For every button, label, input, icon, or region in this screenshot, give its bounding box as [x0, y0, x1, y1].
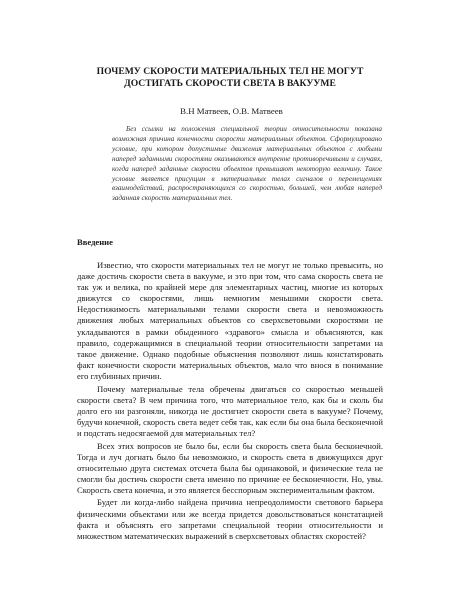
- abstract: Без ссылки на положения специальной теории относительности показана возможная причина конечности скорости материальных объектов. Сформулировано условие, при котором допустимые движения материальных объектов с любыми наперед заданными скоростями оказываются внутренне противоречивыми и случаях, когда наперед заданные скорости объектов превышают некоторую величину. Такое условие является присущим в материальных телах сигналов о перемещениях взаимодействий, распространяющихся со скоростью, большей, чем любая наперед заданная скорость материальных тел.: [112, 125, 382, 203]
- body-text: [77, 260, 383, 543]
- section-heading-introduction: Введение: [77, 237, 113, 247]
- paper-title-line-1: ПОЧЕМУ СКОРОСТИ МАТЕРИАЛЬНЫХ ТЕЛ НЕ МОГУТ: [96, 66, 364, 77]
- paper-title-line-2: ДОСТИГАТЬ СКОРОСТИ СВЕТА В ВАКУУМЕ: [124, 78, 336, 90]
- paper-title: [80, 66, 380, 90]
- authors: В.Н Матвеев, О.В. Матвеев: [180, 106, 283, 116]
- body-paragraph-1: Известно, что скорости материальных тел не могут не только превысить, но даже достичь скорости света в вакууме, и это при том, что сама скорость света не так уж и велика, по крайней мере для элементарных частиц, многие из которых движутся со скоростями, лишь немногим меньшими скорости света. Недостижимость материальными телами скорости света и невозможность движения любых материальных объектов со сверхсветовыми скоростями не укладываются в рамки обыденного «здравого» смысла и объясняются, как правило, содержащимися в специальной теории относительности запретами на такое движение. Однако подобные объяснения позволяют лишь констатировать факт конечности скорости материальных объектов, мало что внося в понимание его глубинных причин.: [77, 260, 383, 381]
- body-paragraph-4: Будет ли когда-либо найдена причина непреодолимости светового барьера физическими объектами или же всегда придется довольствоваться констатацией факта и объяснять его запретами специальной теории относительности и множеством математических выражений в сверхсветовых областях скоростей?: [77, 497, 383, 541]
- body-paragraph-3: Всех этих вопросов не было бы, если бы скорость света была бесконечной. Тогда и луч догнать было бы невозможно, и скорость света в движущихся друг относительно друга системах отсчета была бы одинаковой, и физические тела не смогли бы достичь скорости света именно по причине ее бесконечности. Но, увы. Скорость света конечна, и это является бесспорным экспериментальным фактом.: [77, 440, 383, 495]
- body-paragraph-2: Почему материальные тела обречены двигаться со скоростью меньшей скорости света? В чем причина того, что материальное тело, как бы и сколь бы долго его ни разгоняли, никогда не достигнет скорости света в вакууме? Почему, будучи конечной, скорость света ведет себя так, как если бы она была бесконечной и подстать недосягаемой для материальных тел?: [77, 383, 383, 438]
